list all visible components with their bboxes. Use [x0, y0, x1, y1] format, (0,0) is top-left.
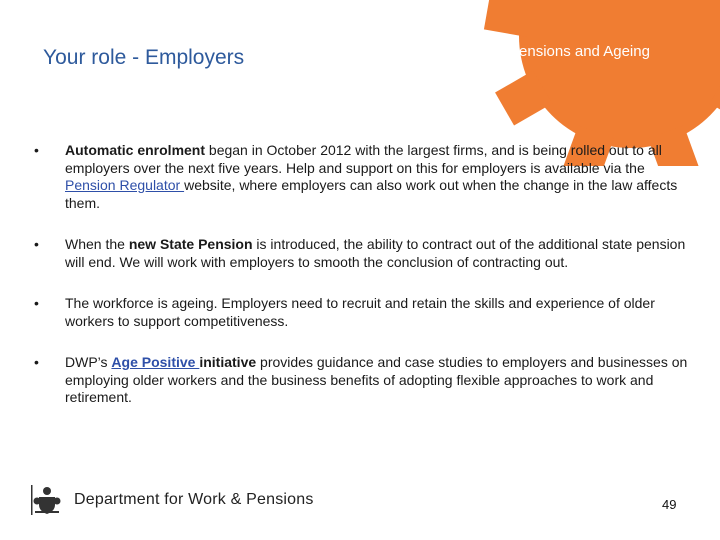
- bullet-item: [34, 142, 694, 212]
- bullet-text: DWP’s: [65, 354, 112, 370]
- bold-term: Automatic enrolment: [65, 142, 206, 158]
- crest-icon: [30, 483, 64, 517]
- page-number: 49: [662, 497, 677, 512]
- slide-title: Your role - Employers: [43, 46, 245, 69]
- bullet-marker: •: [34, 295, 39, 311]
- bold-term: new State Pension: [128, 236, 253, 252]
- bullet-text: When the: [65, 236, 129, 252]
- bold-term: initiative: [199, 354, 257, 370]
- bullet-marker: •: [34, 142, 39, 158]
- bullet-marker: •: [34, 236, 39, 252]
- bullet-text: The workforce is ageing. Employers need to recruit and retain the skills and experience of older workers to support competitiveness.: [65, 295, 655, 329]
- bullet-text: began in October 2012 with the largest firms, and is being rolled out to all employers over the next five years. Help and support on this for employers is available via the: [65, 142, 662, 176]
- dwp-logo: [30, 483, 314, 517]
- org-name: Department for Work & Pensions: [74, 491, 314, 508]
- age-positive-link[interactable]: Age Positive: [111, 354, 200, 370]
- bullet-item: [34, 236, 694, 271]
- section-badge-label: Pensions and Ageing: [509, 43, 650, 60]
- bullet-list: [34, 142, 694, 431]
- bullet-item: [34, 354, 694, 407]
- pension-regulator-link[interactable]: Pension Regulator: [65, 177, 185, 193]
- bullet-text: is introduced, the ability to contract out of the additional state pension will end. We will work with employers to smooth the conclusion of contracting out.: [65, 236, 686, 270]
- bullet-text: website, where employers can also work out when the change in the law affects them.: [65, 177, 678, 211]
- bullet-item: [34, 295, 694, 330]
- bullet-marker: •: [34, 354, 39, 370]
- bullet-text: provides guidance and case studies to employers and businesses on employing older workers and the business benefits of adopting flexible approaches to work and retirement.: [65, 354, 688, 405]
